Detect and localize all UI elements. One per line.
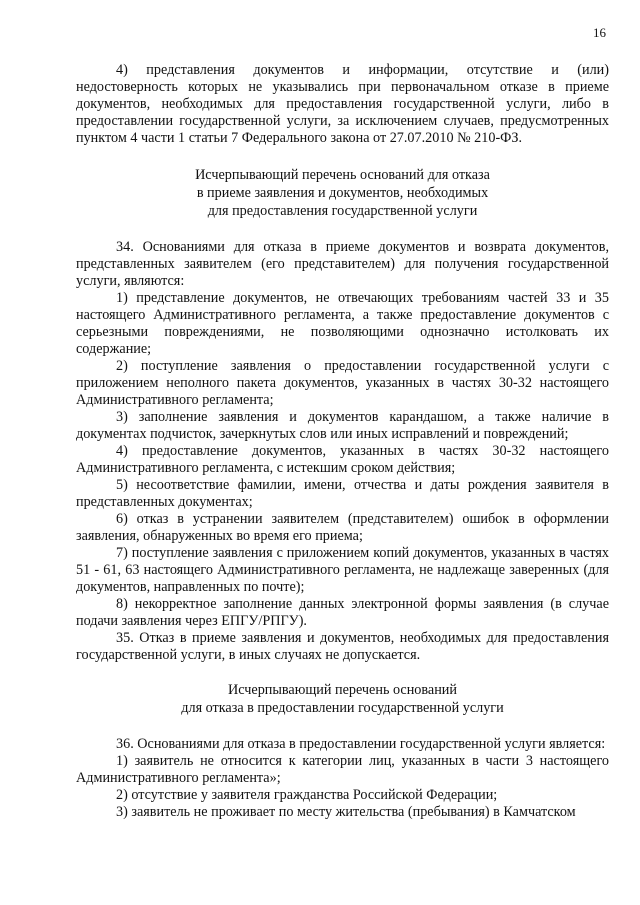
document-body — [76, 62, 609, 821]
section-heading-refusal-acceptance — [76, 166, 609, 220]
heading-line: Исчерпывающий перечень оснований для отказа — [195, 167, 490, 183]
heading-line: для предоставления государственной услуги — [207, 203, 478, 219]
section-heading-refusal-service — [76, 681, 609, 717]
list-item-34-4: 4) предоставление документов, указанных в частях 30-32 настоящего Административного регламента, с истекшим сроком действия; — [76, 443, 609, 476]
paragraph-35: 35. Отказ в приеме заявления и документов, необходимых для предоставления государственной услуги, в иных случаях не допускается. — [76, 630, 609, 663]
heading-line: Исчерпывающий перечень оснований — [228, 682, 457, 698]
list-item-34-6: 6) отказ в устранении заявителем (представителем) ошибок в оформлении заявления, обнаруженных во время его приема; — [76, 511, 609, 544]
list-item-34-3: 3) заполнение заявления и документов карандашом, а также наличие в документах подчисток, зачеркнутых слов или иных исправлений и повреждений; — [76, 409, 609, 442]
list-item-36-1: 1) заявитель не относится к категории лиц, указанных в части 3 настоящего Административного регламента»; — [76, 753, 609, 786]
paragraph-intro-4: 4) представления документов и информации, отсутствие и (или) недостоверность которых не указывались при первоначальном отказе в приеме документов, необходимых для предоставления государственной услуги, либо в предоставлении государственной услуги, за исключением случаев, предусмотренных пунктом 4 части 1 статьи 7 Федерального закона от 27.07.2010 № 210-ФЗ. — [76, 62, 609, 146]
paragraph-36: 36. Основаниями для отказа в предоставлении государственной услуги является: — [116, 736, 606, 752]
heading-line: в приеме заявления и документов, необходимых — [196, 185, 489, 201]
list-item-34-8: 8) некорректное заполнение данных электронной формы заявления (в случае подачи заявления через ЕПГУ/РПГУ). — [76, 596, 609, 629]
list-item-34-7: 7) поступление заявления с приложением копий документов, указанных в частях 51 - 61, 63 настоящего Административного регламента, не надлежаще заверенных (для документов, направленных по почте); — [76, 545, 609, 595]
list-item-34-2: 2) поступление заявления о предоставлении государственной услуги с приложением неполного пакета документов, указанных в частях 30-32 настоящего Административного регламента; — [76, 358, 609, 408]
list-item-36-3: 3) заявитель не проживает по месту жительства (пребывания) в Камчатском — [116, 804, 576, 820]
list-item-36-2: 2) отсутствие у заявителя гражданства Российской Федерации; — [116, 787, 498, 803]
heading-line: для отказа в предоставлении государственной услуги — [181, 700, 504, 716]
page-number: 16 — [593, 25, 606, 40]
list-item-34-5: 5) несоответствие фамилии, имени, отчества и даты рождения заявителя в представленных документах; — [76, 477, 609, 510]
list-item-34-1: 1) представление документов, не отвечающих требованиям частей 33 и 35 настоящего Административного регламента, а также предоставление документов с серьезными повреждениями, не позволяющими однозначно истолковать их содержание; — [76, 290, 609, 357]
paragraph-34: 34. Основаниями для отказа в приеме документов и возврата документов, представленных заявителем (его представителем) для получения государственной услуги, являются: — [76, 239, 609, 289]
